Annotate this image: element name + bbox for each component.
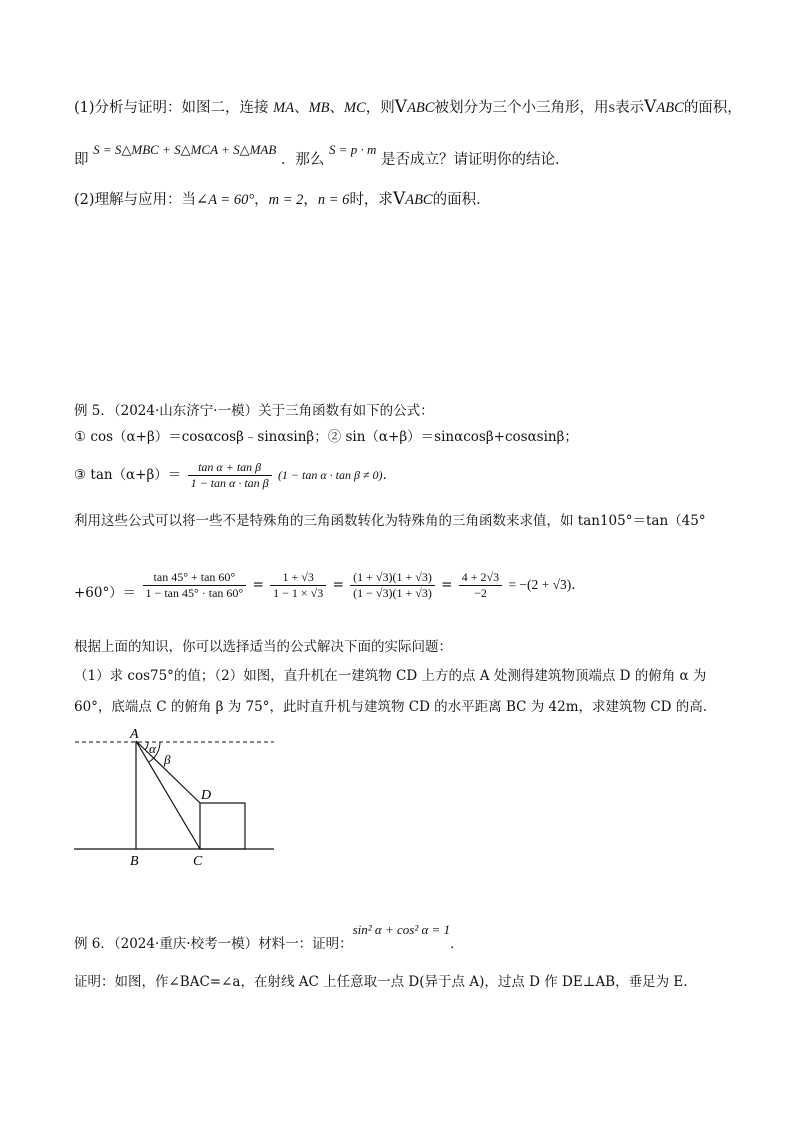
q2-text: (2)理解与应用：当 <box>74 192 197 208</box>
fraction-denominator: (1 − √3)(1 + √3) <box>353 586 432 600</box>
angle-a-value: ∠A = 60° <box>196 192 255 208</box>
q1-text: (1)分析与证明：如图二，连接 <box>74 100 269 116</box>
separator: ， <box>303 192 318 208</box>
triangle-abc: ABC <box>656 100 684 116</box>
tan-sum-fraction <box>188 460 272 491</box>
fraction-numerator: tan 45° + tan 60° <box>143 570 247 586</box>
calc-fraction-1 <box>143 570 247 601</box>
period: ． <box>382 467 397 483</box>
angle-alpha-arc <box>145 742 148 750</box>
q1-text: 被划分为三个小三角形，用 <box>434 100 609 116</box>
ex6-title-text: 例 6．（2024·重庆·校考一模）材料一：证明： <box>74 936 353 952</box>
formula-condition: (1 − tan α · tan β ≠ 0) <box>277 468 383 482</box>
point-c-label: C <box>193 854 203 869</box>
equals-sign: = <box>332 577 344 593</box>
ex5-use-line: 利用这些公式可以将一些不是特殊角的三角函数转化为特殊角的三角函数来求值，如 tan105°＝tan（45° <box>74 513 706 529</box>
q1-text: ．那么 <box>280 152 325 168</box>
segment-mc: MC <box>344 100 366 116</box>
ex5-problem-1: （1）求 cos75°的值；（2）如图，直升机在一建筑物 CD 上方的点 A 处测得建筑物顶端点 D 的俯角 α 为 <box>74 668 707 684</box>
fraction-numerator: tan α + tan β <box>188 460 272 476</box>
m-value: m = 2 <box>268 192 304 208</box>
ex5-formula-3 <box>74 458 396 492</box>
q1-text: 是否成立？请证明你的结论． <box>381 152 570 168</box>
beta-label: β <box>164 752 171 767</box>
fraction-denominator: 1 − tan α · tan β <box>190 476 269 490</box>
separator: ， <box>254 192 269 208</box>
q1-text: 即 <box>74 152 89 168</box>
ex5-problem-2: 60°，底端点 C 的俯角 β 为 75°，此时直升机与建筑物 CD 的水平距离 BC 为 42m，求建筑物 CD 的高. <box>74 699 708 715</box>
formula-3-label: ③ tan（α+β）＝ <box>74 467 182 483</box>
triangle-abc: ABC <box>407 100 435 116</box>
point-b-label: B <box>130 854 139 869</box>
pythagorean-identity: sin² α + cos² α = 1 <box>352 922 451 937</box>
n-value: n = 6 <box>317 192 350 208</box>
helicopter-building-figure <box>60 726 290 871</box>
calc-fraction-2 <box>270 570 326 601</box>
period: ． <box>450 936 464 952</box>
fraction-numerator: (1 + √3)(1 + √3) <box>350 570 435 586</box>
point-a-label: A <box>130 727 139 742</box>
point-d-label: D <box>201 788 212 803</box>
building-rect <box>200 803 245 849</box>
q2-text: 的面积． <box>432 192 491 208</box>
calc-start: +60°）＝ <box>74 585 137 601</box>
ex5-calculation <box>74 566 585 604</box>
segment-ad <box>136 741 200 803</box>
ex5-title: 例 5．（2024·山东济宁·一模）关于三角函数有如下的公式： <box>74 403 434 419</box>
triangle-symbol: V <box>392 189 406 209</box>
symbol-s: S <box>608 101 616 115</box>
triangle-symbol: V <box>644 97 657 117</box>
fraction-numerator: 4 + 2√3 <box>459 570 502 586</box>
q1-line-2 <box>74 138 570 168</box>
fraction-denominator: 1 − 1 × √3 <box>273 586 324 600</box>
triangle-abc: ABC <box>405 192 433 208</box>
separator: 、 <box>329 100 345 116</box>
q1-text: 表示 <box>615 100 645 116</box>
q2-line <box>74 189 491 210</box>
fraction-numerator: 1 + √3 <box>270 570 326 586</box>
calc-fraction-4 <box>459 570 502 601</box>
area-sum-formula: S = S△MBC + S△MCA + S△MAB <box>93 142 277 157</box>
q1-text: 的面积， <box>683 100 742 116</box>
segment-mb: MB <box>308 100 330 116</box>
separator: 、 <box>294 100 309 116</box>
calc-result: = −(2 + √3)． <box>508 577 585 592</box>
segment-ma: MA <box>273 100 295 116</box>
equals-sign: = <box>252 577 264 593</box>
equals-sign: = <box>441 577 453 593</box>
fraction-denominator: 1 − tan 45° · tan 60° <box>145 586 244 600</box>
triangle-symbol: V <box>394 97 408 117</box>
area-pm-formula: S = p · m <box>329 142 377 157</box>
ex5-know: 根据上面的知识，你可以选择适当的公式解决下面的实际问题： <box>74 639 452 655</box>
alpha-label: α <box>149 741 156 756</box>
calc-fraction-3 <box>350 570 435 601</box>
q1-line-1 <box>74 97 742 118</box>
q1-text: ，则 <box>365 100 395 116</box>
q2-text: 时，求 <box>349 192 393 208</box>
ex6-title <box>74 922 464 952</box>
ex6-proof: 证明：如图，作∠BAC=∠a，在射线 AC 上任意取一点 D(异于点 A)，过点 D 作 DE⊥AB，垂足为 E. <box>74 974 688 990</box>
ex5-formula-1-2: ① cos（α+β）＝cosαcosβ﹣sinαsinβ；② sin（α+β）＝sinαcosβ+cosαsinβ； <box>74 429 578 445</box>
fraction-denominator: −2 <box>474 586 487 600</box>
